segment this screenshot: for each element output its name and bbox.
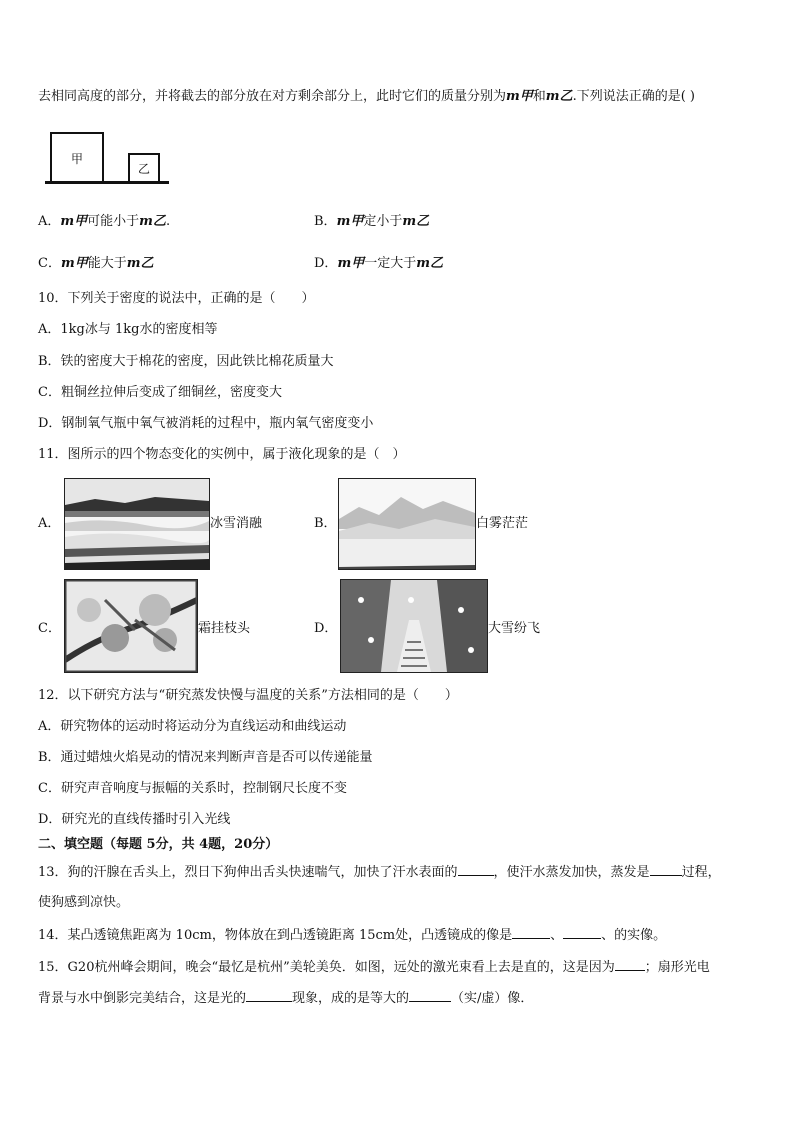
option-text: 能大于 bbox=[87, 256, 127, 271]
q14-text-b: 、 bbox=[550, 928, 564, 943]
q15-blank-3[interactable] bbox=[409, 989, 451, 1002]
option-text: 可能小于 bbox=[87, 214, 140, 229]
q15-text-d: 现象，成的是等大的 bbox=[292, 991, 410, 1006]
option-m2: m乙 bbox=[402, 214, 430, 229]
q9-option-d[interactable] bbox=[314, 255, 443, 273]
q15-line-1 bbox=[38, 958, 710, 977]
q12-option-d[interactable]: D．研究光的直线传播时引入光线 bbox=[38, 812, 231, 827]
q10-option-b[interactable]: B．铁的密度大于棉花的密度，因此铁比棉花质量大 bbox=[38, 354, 334, 369]
block-jia-label: 甲 bbox=[70, 151, 83, 166]
q13-text-c: 过程， bbox=[681, 865, 721, 880]
melting-ice-image bbox=[65, 479, 209, 569]
option-letter: D． bbox=[314, 256, 338, 271]
frost-branch-photo bbox=[64, 579, 198, 673]
q12-stem: 12．以下研究方法与“研究蒸发快慢与温度的关系”方法相同的是（ ） bbox=[38, 688, 458, 703]
q10-option-c[interactable]: C．粗铜丝拉伸后变成了细铜丝，密度变大 bbox=[38, 385, 282, 400]
block-yi bbox=[128, 153, 160, 184]
option-text: 定小于 bbox=[363, 214, 403, 229]
q11-option-a-letter[interactable]: A． bbox=[38, 516, 61, 531]
q15-line-2 bbox=[38, 989, 533, 1008]
option-m1: m甲 bbox=[60, 214, 88, 229]
q14-blank-1[interactable] bbox=[512, 926, 550, 939]
q12-option-b[interactable]: B．通过蜡烛火焰晃动的情况来判断声音是否可以传递能量 bbox=[38, 750, 373, 765]
option-letter: C． bbox=[38, 256, 61, 271]
q14-text-a: 14．某凸透镜焦距离为 10cm，物体放在到凸透镜距离 15cm处，凸透镜成的像是 bbox=[38, 928, 513, 943]
q15-text-a: 15．G20杭州峰会期间，晚会“最忆是杭州”美轮美奂．如图，远处的激光束看上去是直的，这是因为 bbox=[38, 960, 615, 975]
q11-option-c-letter[interactable]: C． bbox=[38, 621, 61, 636]
q9-m2: m乙 bbox=[545, 89, 573, 104]
white-fog-image bbox=[339, 479, 475, 569]
q15-text-b: ；扇形光电 bbox=[644, 960, 710, 975]
q11-stem: 11．图所示的四个物态变化的实例中，属于液化现象的是（ ） bbox=[38, 447, 406, 462]
option-m1: m甲 bbox=[336, 214, 364, 229]
q11-caption-c: 霜挂枝头 bbox=[198, 621, 251, 636]
option-letter: A． bbox=[38, 214, 61, 229]
frost-branch-image bbox=[65, 580, 197, 672]
q11-caption-b: 白雾茫茫 bbox=[476, 516, 529, 531]
option-letter: B． bbox=[314, 214, 337, 229]
q9-option-a[interactable] bbox=[38, 213, 170, 231]
q15-blank-1[interactable] bbox=[615, 958, 645, 971]
q13-blank-2[interactable] bbox=[650, 863, 682, 876]
q9-m1: m甲 bbox=[506, 89, 533, 104]
q14-text-c: 、的实像。 bbox=[601, 928, 667, 943]
q13-text-b: ，使汗水蒸发加快，蒸发是 bbox=[493, 865, 650, 880]
q9-option-b[interactable] bbox=[314, 213, 429, 231]
q10-option-a[interactable]: A．1kg冰与 1kg水的密度相等 bbox=[38, 322, 218, 337]
q9-stem-text: 去相同高度的部分，并将截去的部分放在对方剩余部分上，此时它们的质量分别为 bbox=[38, 89, 507, 104]
q9-stem bbox=[38, 88, 695, 106]
q9-option-c[interactable] bbox=[38, 255, 154, 273]
option-m1: m甲 bbox=[337, 256, 365, 271]
q13-line-1 bbox=[38, 863, 721, 882]
block-yi-label: 乙 bbox=[137, 162, 150, 176]
heavy-snow-image bbox=[341, 580, 487, 672]
q11-option-b-letter[interactable]: B． bbox=[314, 516, 337, 531]
q11-option-d-letter[interactable]: D． bbox=[314, 621, 338, 636]
q9-and: 和 bbox=[532, 89, 546, 104]
option-m1: m甲 bbox=[60, 256, 88, 271]
option-m2: m乙 bbox=[139, 214, 166, 229]
block-jia bbox=[50, 132, 104, 184]
q14-blank-2[interactable] bbox=[563, 926, 601, 939]
option-text: 一定大于 bbox=[364, 256, 417, 271]
q9-tail: .下列说法正确的是( ) bbox=[572, 89, 695, 104]
q11-caption-d: 大雪纷飞 bbox=[488, 621, 541, 636]
q13-blank-1[interactable] bbox=[458, 863, 494, 876]
q10-stem: 10．下列关于密度的说法中，正确的是（ ） bbox=[38, 291, 315, 306]
option-m2: m乙 bbox=[126, 256, 154, 271]
q10-option-d[interactable]: D．钢制氧气瓶中氧气被消耗的过程中，瓶内氧气密度变小 bbox=[38, 416, 374, 431]
q11-caption-a: 冰雪消融 bbox=[210, 516, 263, 531]
q13-line-2: 使狗感到凉快。 bbox=[38, 895, 130, 910]
q14-line bbox=[38, 926, 666, 945]
option-m2: m乙 bbox=[416, 256, 443, 271]
q15-text-e: （实/虚）像． bbox=[451, 991, 534, 1006]
q15-blank-2[interactable] bbox=[246, 989, 292, 1002]
heavy-snow-photo bbox=[340, 579, 488, 673]
q15-text-c: 背景与水中倒影完美结合，这是光的 bbox=[38, 991, 247, 1006]
white-fog-photo bbox=[338, 478, 476, 570]
q12-option-c[interactable]: C．研究声音响度与振幅的关系时，控制钢尺长度不变 bbox=[38, 781, 347, 796]
q13-text-a: 13．狗的汗腺在舌头上，烈日下狗伸出舌头快速喘气，加快了汗水表面的 bbox=[38, 865, 458, 880]
section-2-heading: 二、填空题（每题 5分，共 4题，20分） bbox=[38, 837, 279, 852]
ground-line bbox=[45, 181, 169, 184]
option-end: . bbox=[165, 214, 171, 229]
melting-ice-photo bbox=[64, 478, 210, 570]
q12-option-a[interactable]: A．研究物体的运动时将运动分为直线运动和曲线运动 bbox=[38, 719, 347, 734]
